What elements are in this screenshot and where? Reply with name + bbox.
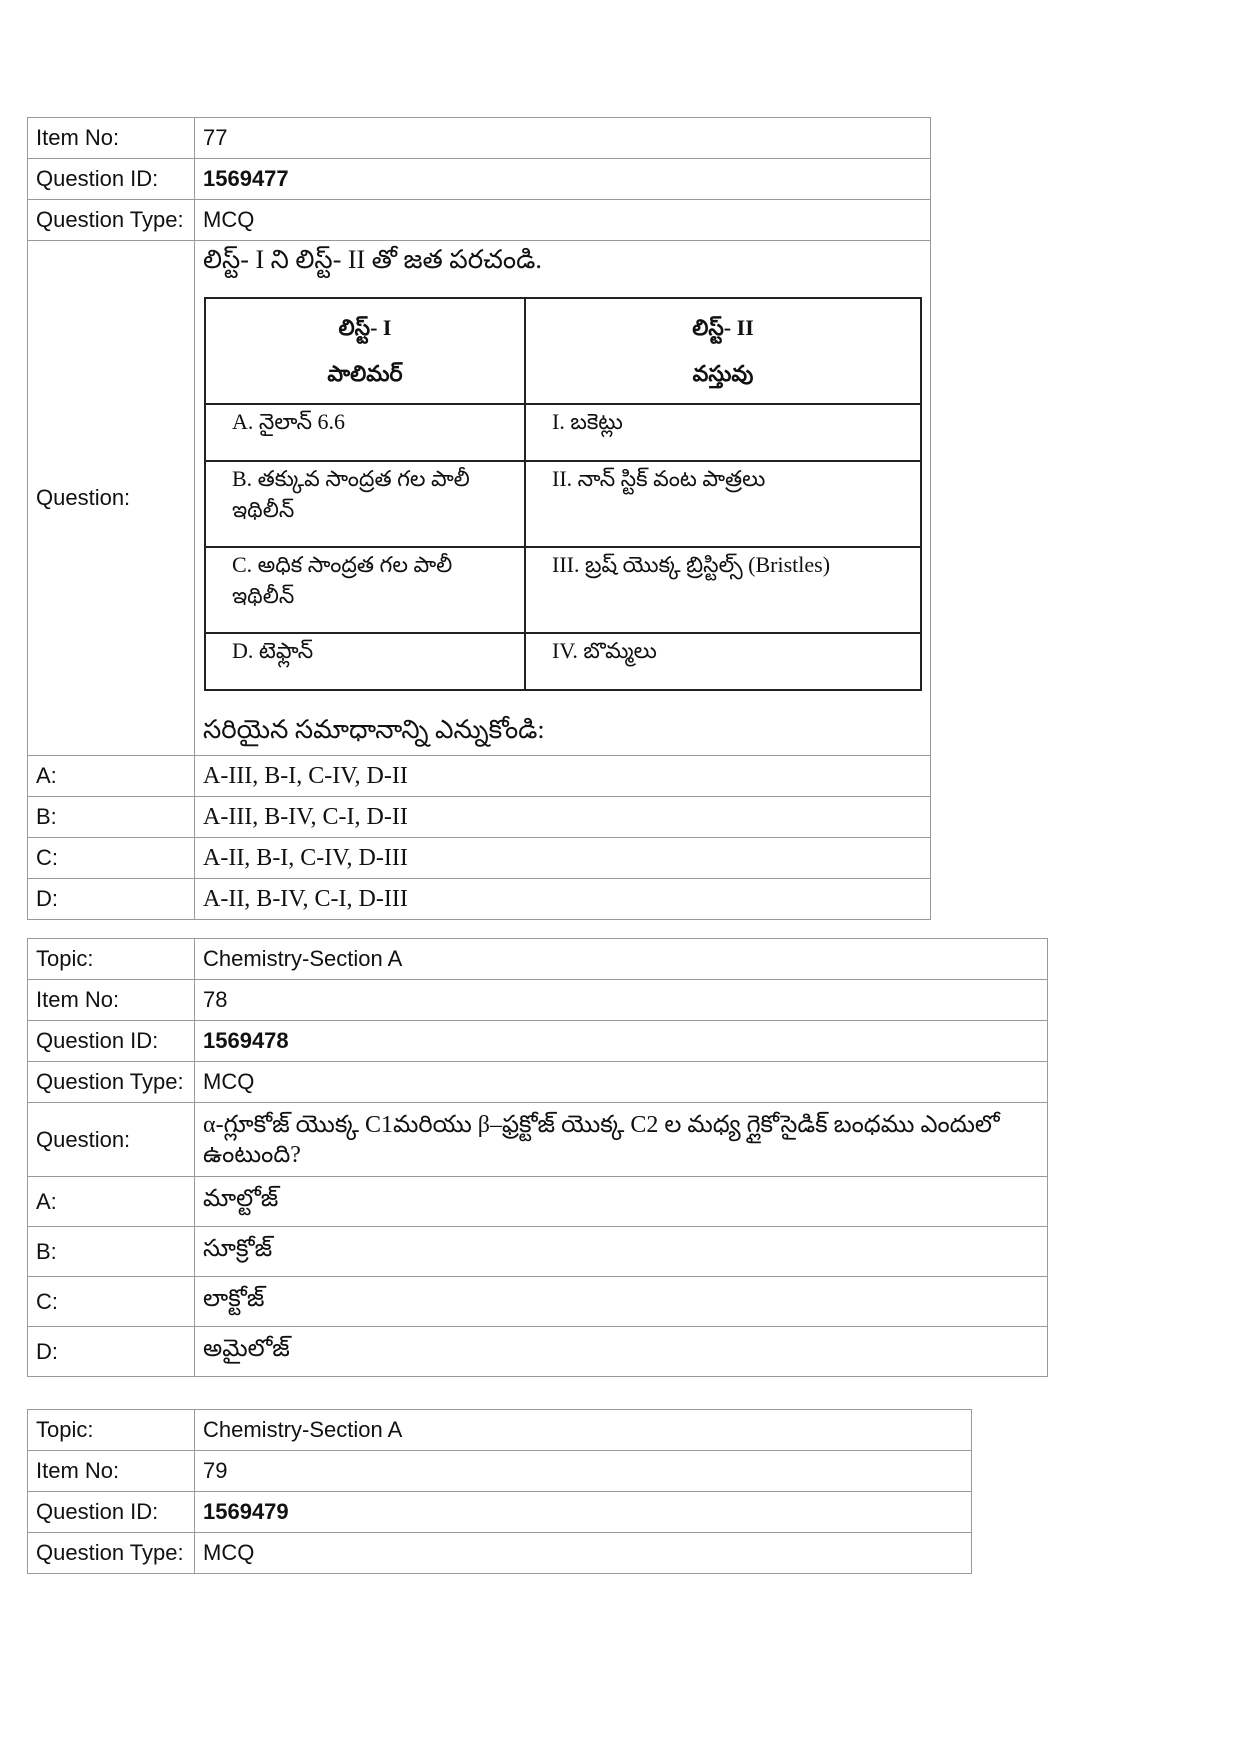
option-text: A-III, B-I, C-IV, D-II xyxy=(195,756,931,797)
option-label: C: xyxy=(28,838,195,879)
option-text: A-II, B-IV, C-I, D-III xyxy=(195,879,931,920)
item-no-value: 78 xyxy=(195,980,1048,1021)
question-type-value: MCQ xyxy=(195,1533,972,1574)
match-row xyxy=(205,404,921,461)
match-left-cell: B. తక్కువ సాంద్రత గల పాలీ ఇథిలీన్ xyxy=(205,461,525,547)
option-label: D: xyxy=(28,879,195,920)
question-text: α-గ్లూకోజ్ యొక్క C1మరియు β–ఫ్రక్టోజ్ యొక్క C2 ల మధ్య గ్లైకోసైడిక్ బంధము ఎందులో ఉంటుంది? xyxy=(195,1103,1048,1177)
match-right-cell: IV. బొమ్మలు xyxy=(525,633,921,690)
question-type-value: MCQ xyxy=(195,1062,1048,1103)
match-right-cell: II. నాన్ స్టిక్ వంట పాత్రలు xyxy=(525,461,921,547)
row-question-id xyxy=(28,1021,1048,1062)
option-text: అమైలోజ్ xyxy=(195,1327,1048,1377)
question-label: Question: xyxy=(28,241,195,756)
row-item-no xyxy=(28,980,1048,1021)
question-id-value: 1569477 xyxy=(195,159,931,200)
row-question-type xyxy=(28,1062,1048,1103)
question-id-value: 1569478 xyxy=(195,1021,1048,1062)
question-id-label: Question ID: xyxy=(28,159,195,200)
row-question xyxy=(28,241,931,756)
match-row xyxy=(205,461,921,547)
row-question-id xyxy=(28,1492,972,1533)
question-table-79 xyxy=(27,1409,972,1574)
list-1-subtitle: పాలిమర్ xyxy=(327,361,403,386)
topic-value: Chemistry-Section A xyxy=(195,939,1048,980)
row-question-id xyxy=(28,159,931,200)
row-item-no xyxy=(28,1451,972,1492)
option-row xyxy=(28,1227,1048,1277)
question-type-value: MCQ xyxy=(195,200,931,241)
match-row xyxy=(205,547,921,633)
option-text: A-III, B-IV, C-I, D-II xyxy=(195,797,931,838)
option-text: సూక్రోజ్ xyxy=(195,1227,1048,1277)
option-text: లాక్టోజ్ xyxy=(195,1277,1048,1327)
list-2-title: లిస్ట్- II xyxy=(692,315,754,340)
option-row xyxy=(28,879,931,920)
item-no-label: Item No: xyxy=(28,118,195,159)
item-no-label: Item No: xyxy=(28,980,195,1021)
topic-label: Topic: xyxy=(28,939,195,980)
question-id-value: 1569479 xyxy=(195,1492,972,1533)
topic-value: Chemistry-Section A xyxy=(195,1410,972,1451)
option-label: A: xyxy=(28,756,195,797)
row-question-type xyxy=(28,200,931,241)
option-row xyxy=(28,797,931,838)
question-table-77 xyxy=(27,117,931,920)
topic-label: Topic: xyxy=(28,1410,195,1451)
question-instruction: సరియైన సమాధానాన్ని ఎన్నుకోండి: xyxy=(203,715,545,744)
option-row xyxy=(28,756,931,797)
question-label: Question: xyxy=(28,1103,195,1177)
option-row xyxy=(28,1177,1048,1227)
option-text: A-II, B-I, C-IV, D-III xyxy=(195,838,931,879)
question-body xyxy=(195,241,931,756)
option-row xyxy=(28,1277,1048,1327)
row-question-type xyxy=(28,1533,972,1574)
option-text: మాల్టోజ్ xyxy=(195,1177,1048,1227)
match-table xyxy=(204,297,922,691)
list-1-title: లిస్ట్- I xyxy=(338,315,392,340)
option-label: C: xyxy=(28,1277,195,1327)
row-question xyxy=(28,1103,1048,1177)
row-topic xyxy=(28,939,1048,980)
question-type-label: Question Type: xyxy=(28,1533,195,1574)
question-title: లిస్ట్- I ని లిస్ట్- II తో జత పరచండి. xyxy=(203,245,542,274)
question-id-label: Question ID: xyxy=(28,1492,195,1533)
list-1-header xyxy=(205,298,525,404)
list-2-header xyxy=(525,298,921,404)
item-no-value: 79 xyxy=(195,1451,972,1492)
option-label: A: xyxy=(28,1177,195,1227)
row-item-no xyxy=(28,118,931,159)
item-no-value: 77 xyxy=(195,118,931,159)
question-id-label: Question ID: xyxy=(28,1021,195,1062)
row-topic xyxy=(28,1410,972,1451)
option-row xyxy=(28,838,931,879)
item-no-label: Item No: xyxy=(28,1451,195,1492)
option-label: B: xyxy=(28,797,195,838)
question-type-label: Question Type: xyxy=(28,200,195,241)
question-table-78 xyxy=(27,938,1048,1377)
match-row xyxy=(205,633,921,690)
option-row xyxy=(28,1327,1048,1377)
option-label: B: xyxy=(28,1227,195,1277)
question-type-label: Question Type: xyxy=(28,1062,195,1103)
option-label: D: xyxy=(28,1327,195,1377)
match-right-cell: III. బ్రష్ యొక్క బ్రిస్టిల్స్ (Bristles) xyxy=(525,547,921,633)
match-header-row xyxy=(205,298,921,404)
match-left-cell: A. నైలాన్ 6.6 xyxy=(205,404,525,461)
list-2-subtitle: వస్తువు xyxy=(692,361,754,386)
match-left-cell: D. టెఫ్లాన్ xyxy=(205,633,525,690)
match-left-cell: C. అధిక సాంద్రత గల పాలీ ఇథిలీన్ xyxy=(205,547,525,633)
match-right-cell: I. బకెట్లు xyxy=(525,404,921,461)
